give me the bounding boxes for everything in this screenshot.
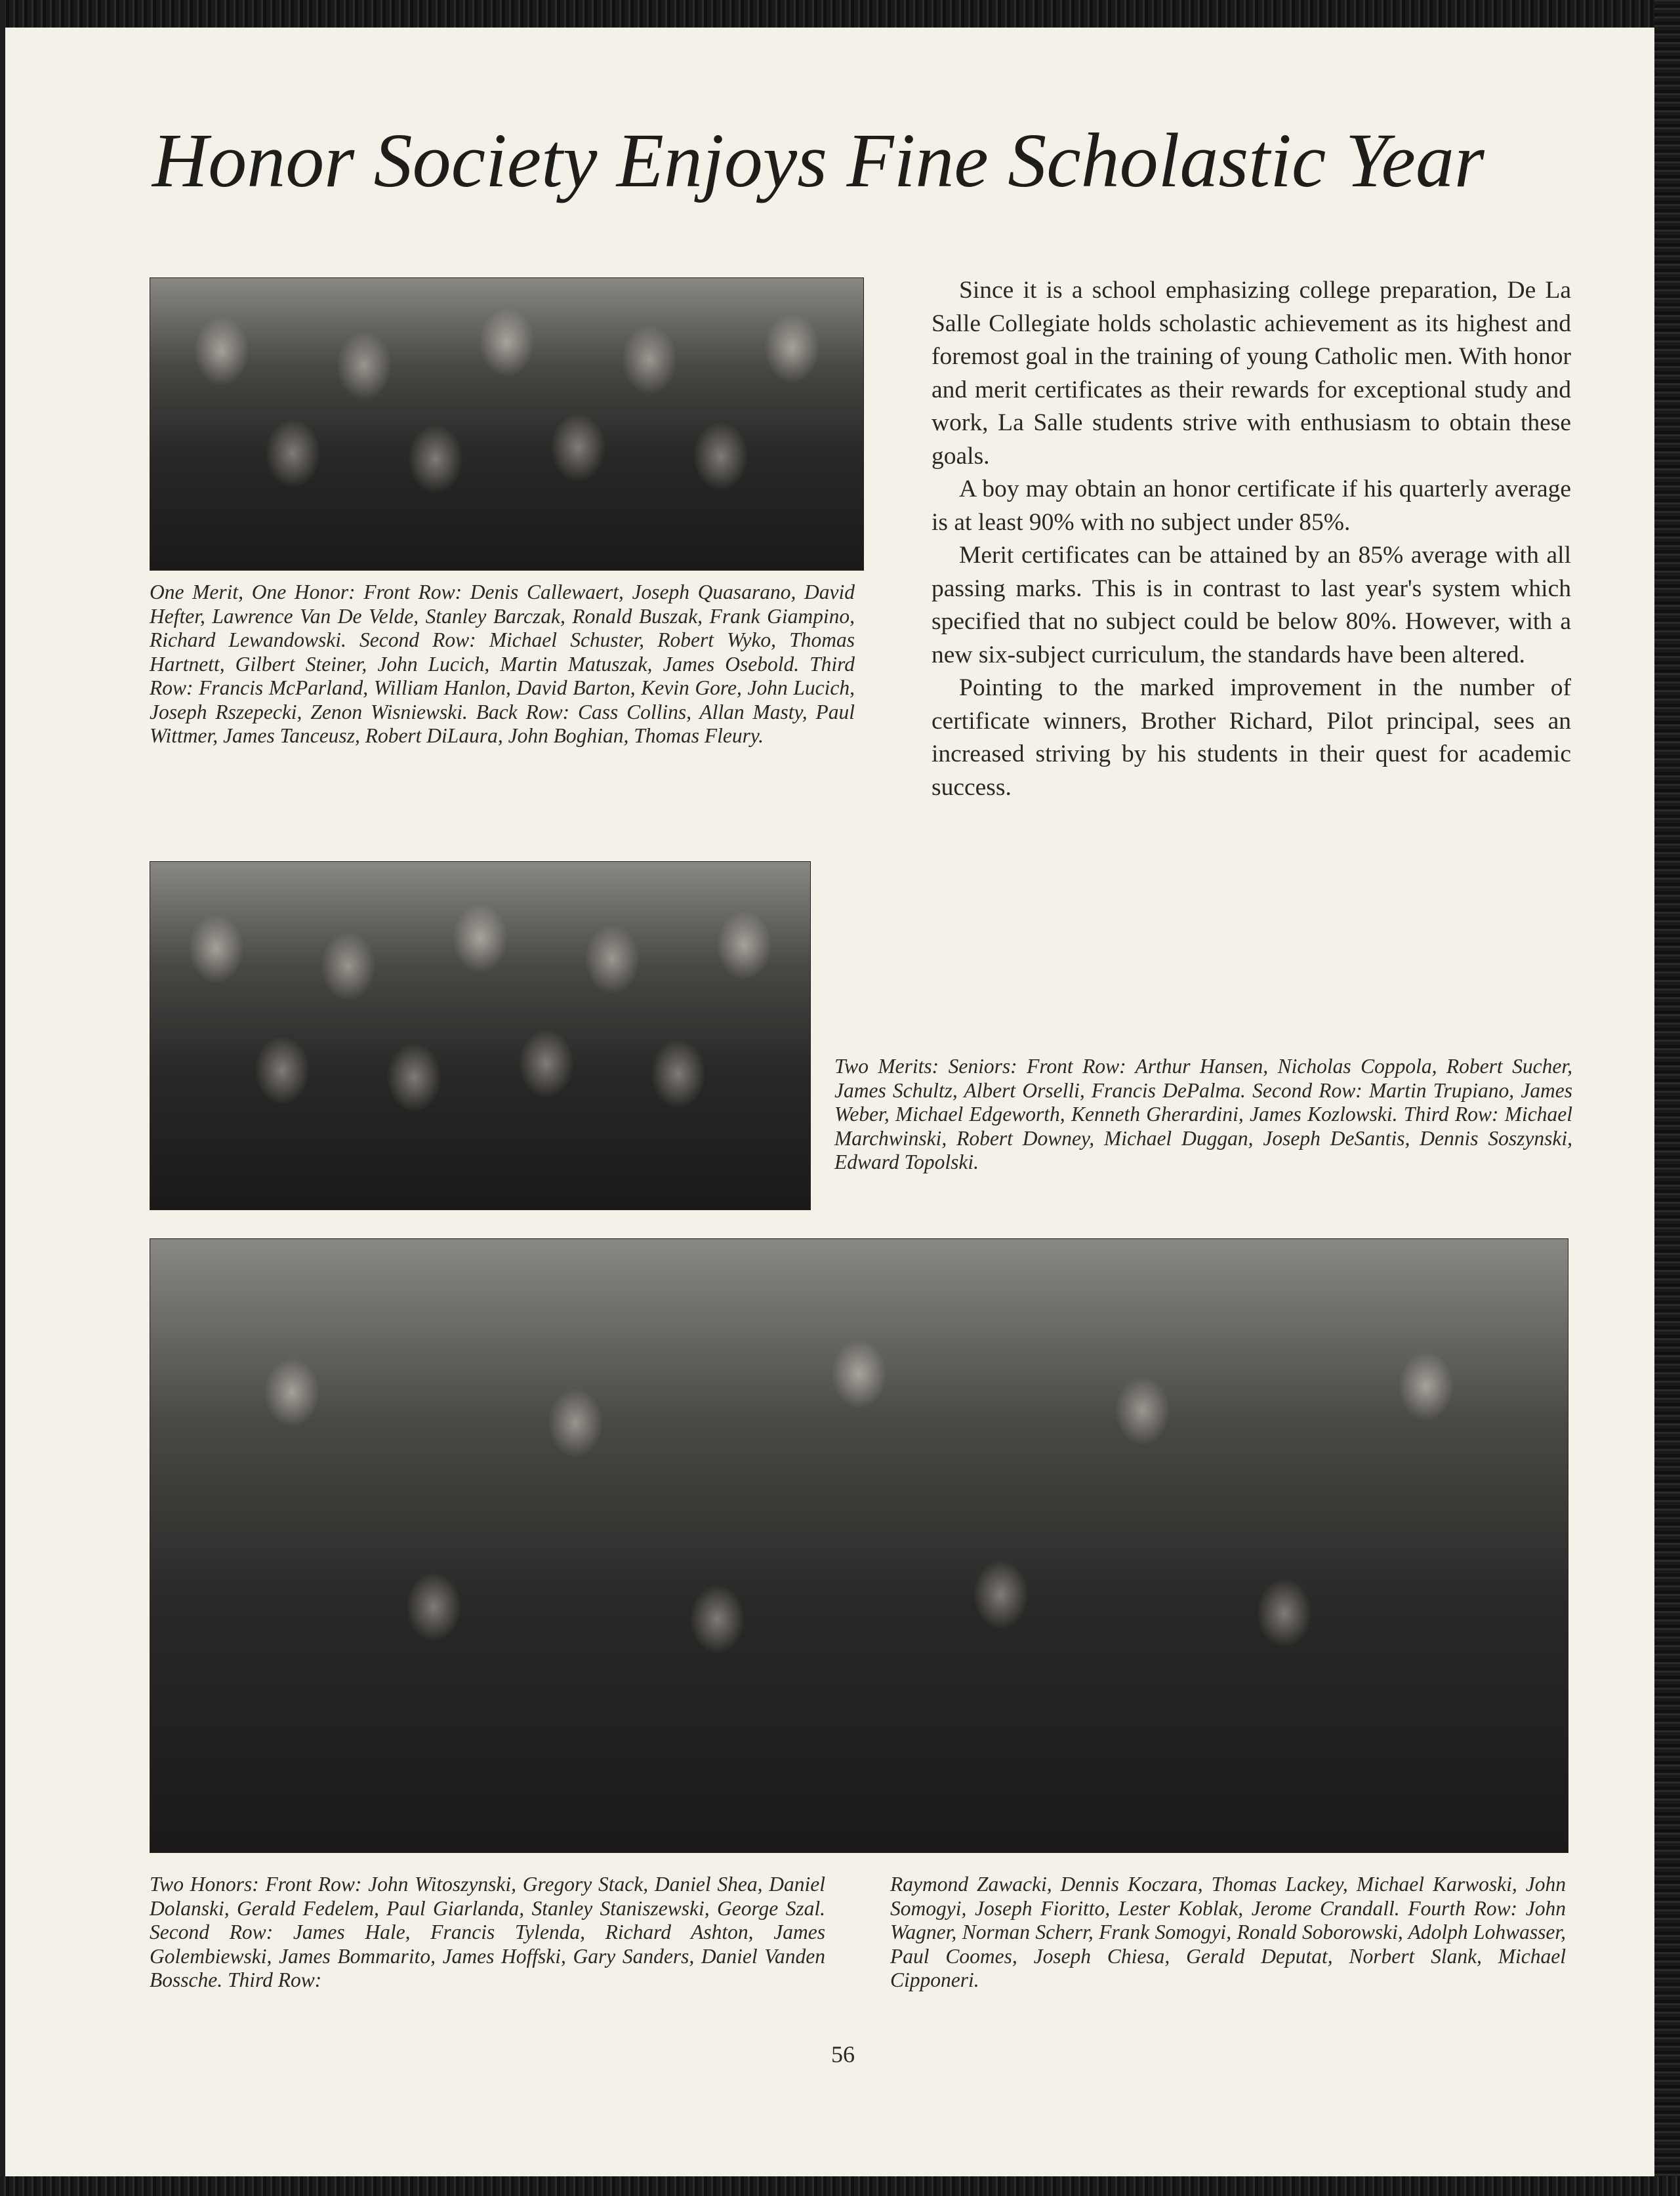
article-paragraph: Pointing to the marked improvement in the number of certificate winners, Brother Richard, Pilot principal, sees an increased striving by his students in their quest for academic success. [932,674,1571,801]
page-title: Honor Society Enjoys Fine Scholastic Year [152,117,1485,203]
page-number: 56 [831,2041,855,2067]
two-merits-caption: Two Merits: Seniors: Front Row: Arthur Hansen, Nicholas Coppola, Robert Sucher, James Schultz, Albert Orselli, Francis DePalma. Second Row: Martin Trupiano, James Weber, Michael Edgeworth, Kenneth Gherardini, James Kozlowski. Third Row: Michael Marchwinski, Robert Downey, Michael Duggan, Joseph DeSantis, Dennis Soszynski, Edward Topolski. [834,1055,1572,1173]
article-body [932,274,1571,804]
article-paragraph: Merit certificates can be attained by an 85% average with all passing marks. This is in contrast to last year's system which specified that no subject could be below 80%. However, with a new six-subject curriculum, the standards have been altered. [932,542,1571,668]
two-merits-group-photo [150,861,811,1210]
one-merit-one-honor-group-photo [150,277,864,571]
scan-border-top [0,0,1680,28]
scan-border-right [1654,0,1680,2196]
two-honors-group-photo [150,1238,1568,1853]
scan-border-left [0,0,5,2196]
two-honors-caption-right: Raymond Zawacki, Dennis Koczara, Thomas Lackey, Michael Karwoski, John Somogyi, Joseph Fioritto, Lester Koblak, Jerome Crandall. Fourth Row: John Wagner, Norman Scherr, Frank Somogyi, Ronald Soborowski, Adolph Lohwasser, Paul Coomes, Joseph Chiesa, Gerald Deputat, Norbert Slank, Michael Cipponeri. [890,1873,1566,1991]
article-paragraph: Since it is a school emphasizing college preparation, De La Salle Collegiate holds scholastic achievement as its highest and foremost goal in the training of young Catholic men. With honor and merit certificates as their rewards for exceptional study and work, La Salle students strive with enthusiasm to obtain these goals. [932,277,1571,470]
scan-border-bottom [0,2176,1680,2196]
one-merit-one-honor-caption: One Merit, One Honor: Front Row: Denis Callewaert, Joseph Quasarano, David Hefter, Lawrence Van De Velde, Stanley Barczak, Ronald Buszak, Frank Giampino, Richard Lewandowski. Second Row: Michael Schuster, Robert Wyko, Thomas Hartnett, Gilbert Steiner, John Lucich, Martin Matuszak, James Osebold. Third Row: Francis McParland, William Hanlon, David Barton, Kevin Gore, John Lucich, Joseph Rszepecki, Zenon Wisniewski. Back Row: Cass Collins, Allan Masty, Paul Wittmer, James Tanceusz, Robert DiLaura, John Boghian, Thomas Fleury. [150,580,855,747]
article-paragraph: A boy may obtain an honor certificate if his quarterly average is at least 90% with no subject under 85%. [932,476,1571,536]
two-honors-caption-left: Two Honors: Front Row: John Witoszynski, Gregory Stack, Daniel Shea, Daniel Dolanski, Gerald Fedelem, Paul Giarlanda, Stanley Staniszewski, George Szal. Second Row: James Hale, Francis Tylenda, Richard Ashton, James Golembiewski, James Bommarito, James Hoffski, Gary Sanders, Daniel Vanden Bossche. Third Row: [150,1873,825,1991]
